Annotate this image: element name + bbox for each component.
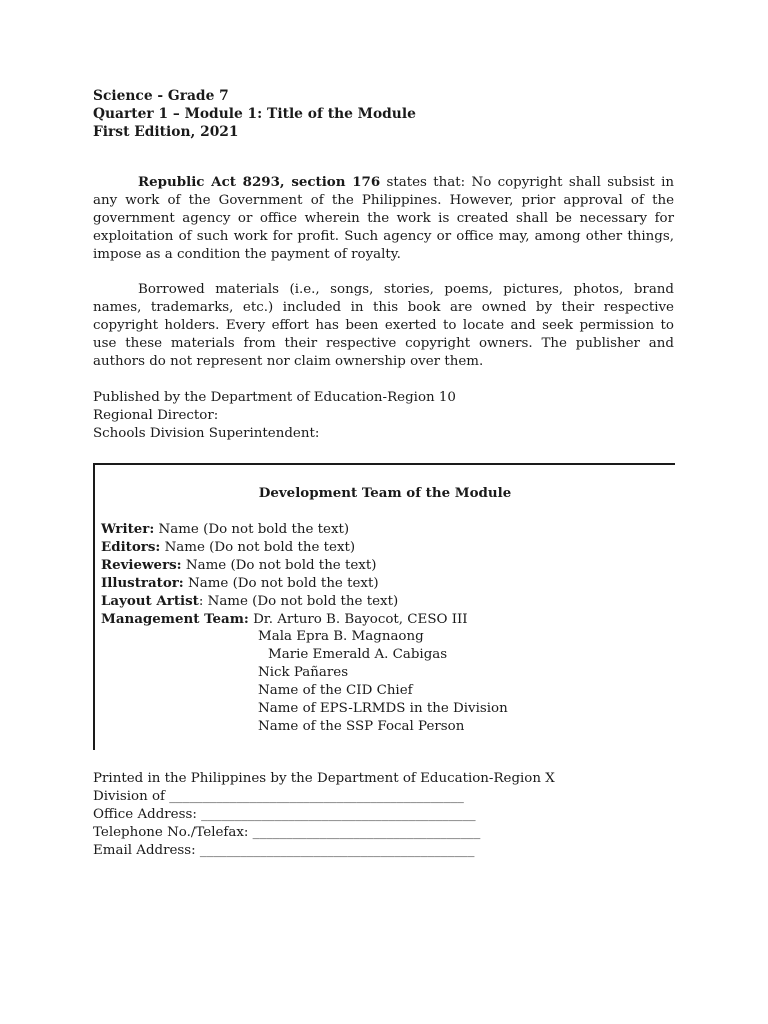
copyright-paragraph xyxy=(93,173,674,264)
reviewers-value: Name (Do not bold the text) xyxy=(181,558,377,573)
reviewers-row xyxy=(101,556,468,574)
management-member: Nick Pañares xyxy=(258,665,349,680)
illustrator-label: Illustrator: xyxy=(101,575,184,591)
law-reference: Republic Act 8293, section 176 xyxy=(138,174,381,190)
subject-grade: Science - Grade 7 xyxy=(93,88,229,104)
email-line: Email Address: _________________________________________ xyxy=(93,843,475,858)
published-by: Published by the Department of Education-Region 10 xyxy=(93,390,456,405)
writer-row xyxy=(101,520,468,538)
management-member: Name of the CID Chief xyxy=(258,683,413,698)
management-member: Name of EPS-LRMDS in the Division xyxy=(258,701,508,716)
division-line: Division of ____________________________________________ xyxy=(93,789,464,804)
division-superintendent: Schools Division Superintendent: xyxy=(93,426,320,441)
law-text: states that: No copyright shall subsist in any work of the Government of the Philippines. However, prior approval of the government agency or office wherein the work is created shall be necessary for exploitation of such work for profit. Such agency or office may, among other things, impose as a condition the payment of royalty. xyxy=(93,175,674,262)
borrowed-materials-paragraph xyxy=(93,281,674,371)
layout-artist-value: : Name (Do not bold the text) xyxy=(198,594,399,609)
layout-artist-label: Layout Artist xyxy=(101,593,199,609)
management-members xyxy=(258,628,508,736)
printed-by: Printed in the Philippines by the Department of Education-Region X xyxy=(93,771,555,786)
publisher-info xyxy=(93,389,456,443)
module-title: Quarter 1 – Module 1: Title of the Module xyxy=(93,106,416,122)
telephone-line: Telephone No./Telefax: __________________________________ xyxy=(93,825,481,840)
printing-info xyxy=(93,770,555,860)
editors-label: Editors: xyxy=(101,539,161,555)
management-member: Marie Emerald A. Cabigas xyxy=(268,647,448,662)
edition: First Edition, 2021 xyxy=(93,124,239,140)
writer-value: Name (Do not bold the text) xyxy=(154,522,350,537)
regional-director: Regional Director: xyxy=(93,408,219,423)
borrowed-text: Borrowed materials (i.e., songs, stories, poems, pictures, photos, brand names, trademarks, etc.) included in this book are owned by their respective copyright holders. Every effort has been exerted to locate and seek permission to use these materials from their respective copyright owners. The publisher and authors do not represent nor claim ownership over them. xyxy=(93,282,674,369)
layout-artist-row xyxy=(101,592,468,610)
team-list xyxy=(101,520,468,628)
management-member: Name of the SSP Focal Person xyxy=(258,719,465,734)
module-header xyxy=(93,87,416,141)
team-title: Development Team of the Module xyxy=(258,485,512,501)
management-team-label: Management Team: xyxy=(101,611,249,627)
document-page xyxy=(93,0,674,1024)
reviewers-label: Reviewers: xyxy=(101,557,182,573)
editors-value: Name (Do not bold the text) xyxy=(160,540,356,555)
writer-label: Writer: xyxy=(101,521,155,537)
management-member: Mala Epra B. Magnaong xyxy=(258,629,424,644)
office-address-line: Office Address: _________________________________________ xyxy=(93,807,476,822)
illustrator-row xyxy=(101,574,468,592)
development-team-box xyxy=(93,463,675,750)
management-team-head: Dr. Arturo B. Bayocot, CESO III xyxy=(248,612,468,627)
editors-row xyxy=(101,538,468,556)
management-team-row xyxy=(101,610,468,628)
illustrator-value: Name (Do not bold the text) xyxy=(183,576,379,591)
